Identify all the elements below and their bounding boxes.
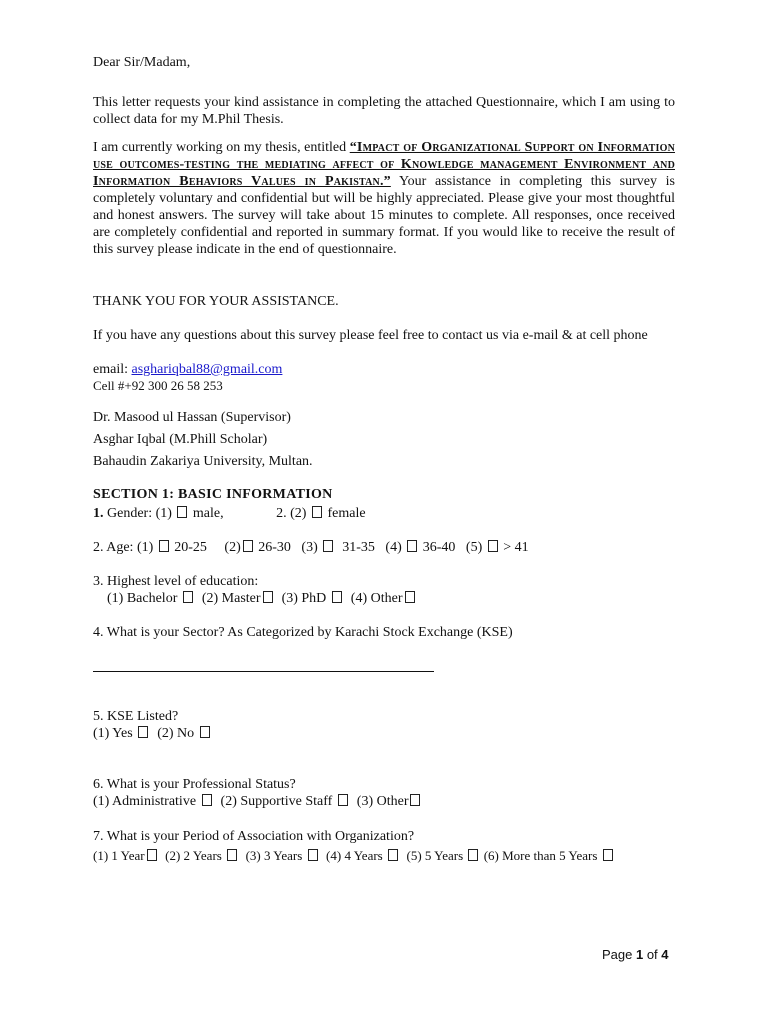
checkbox-no[interactable] [200,726,210,738]
question-professional-status [93,793,675,810]
q5-opt2: (2) No [150,726,198,741]
q7-label: 7. What is your Period of Association with Organization? [93,829,415,844]
footer-page-total: 4 [661,947,669,962]
checkbox-age-3[interactable] [323,540,333,552]
question-association-period [93,847,675,864]
checkbox-5-years[interactable] [468,849,478,861]
q1-gap: 2. (2) [223,506,310,521]
q1-number: 1. [93,506,104,521]
q7-opt4: (4) 4 Years [319,848,386,863]
q5-opt1: (1) Yes [93,726,137,741]
q2-opt2: 26-30 (3) [254,540,322,555]
checkbox-other-education[interactable] [405,591,415,603]
contact-line: If you have any questions about this survey please feel free to contact us via e-mail & at cell phone [93,328,648,343]
salutation: Dear Sir/Madam, [93,55,191,70]
q1-opt-female: female [323,506,366,521]
thank-you-line: THANK YOU FOR YOUR ASSISTANCE. [93,294,339,309]
checkbox-4-years[interactable] [388,849,398,861]
question-education [93,590,675,607]
footer-page-word: Page [602,947,636,962]
checkbox-1-year[interactable] [147,849,157,861]
question-age [93,539,675,556]
q3-opt1: (1) Bachelor [93,591,181,606]
checkbox-age-4[interactable] [407,540,417,552]
checkbox-male[interactable] [177,506,187,518]
q2-label: 2. Age: (1) [93,540,157,555]
q6-opt1: (1) Administrative [93,794,200,809]
checkbox-phd[interactable] [332,591,342,603]
checkbox-female[interactable] [312,506,322,518]
footer-of-word: of [643,947,662,962]
checkbox-yes[interactable] [138,726,148,738]
question-gender [93,505,675,522]
q7-opt3: (3) 3 Years [239,848,306,863]
q5-label: 5. KSE Listed? [93,709,179,724]
q6-label: 6. What is your Professional Status? [93,777,296,792]
cell-number: Cell #+92 300 26 58 253 [93,378,223,393]
checkbox-age-5[interactable] [488,540,498,552]
intro-paragraph: This letter requests your kind assistance in completing the attached Questionnaire, which I am using to collect data for my M.Phil Thesis. [93,95,675,127]
signatory-scholar: Asghar Iqbal (M.Phill Scholar) [93,432,268,447]
email-link[interactable]: asghariqbal88@gmail.com [131,362,283,377]
thesis-title: “Impact of Organizational Support on Information use outcomes-testing the mediating affect of Knowledge management Environment and Information Behaviors Values in Pakistan.” [93,140,675,189]
checkbox-other-status[interactable] [410,794,420,806]
question-kse-listed [93,725,675,742]
checkbox-master[interactable] [263,591,273,603]
q3-opt3: (3) PhD [274,591,330,606]
checkbox-age-2[interactable] [243,540,253,552]
q1-opt-male: male, [189,506,224,521]
email-label: email: [93,362,132,377]
q3-opt4: (4) Other [343,591,403,606]
checkbox-3-years[interactable] [308,849,318,861]
thesis-body: Your assistance in completing this survey is completely voluntary and confidential but will be highly appreciated. Please give your most thoughtful and honest answers. The survey will take about 15 minutes to complete. All responses, once received are completely confidential and reported in summary format. If you would like to receive the result of this survey please indicate in the end of questionnaire. [93,174,675,257]
q3-label: 3. Highest level of education: [93,574,259,589]
checkbox-2-years[interactable] [227,849,237,861]
footer-page-number: 1 [635,947,644,962]
q2-opt3: 31-35 (4) [335,540,406,555]
q6-opt2: (2) Supportive Staff [213,794,336,809]
checkbox-administrative[interactable] [202,794,212,806]
q2-opt4: 36-40 (5) [419,540,486,555]
checkbox-bachelor[interactable] [183,591,193,603]
thesis-paragraph [93,139,675,258]
checkbox-age-1[interactable] [159,540,169,552]
q3-opt2: (2) Master [194,591,261,606]
q1-label: Gender: (1) [103,506,176,521]
email-line [93,361,675,378]
q7-opt6: (6) More than 5 Years [480,848,601,863]
page-footer [602,947,669,962]
thesis-prefix: I am currently working on my thesis, entitled [93,140,350,155]
q2-opt1: 20-25 (2) [170,540,241,555]
q2-opt5: > 41 [499,540,529,555]
q7-opt1: (1) 1 Year [93,848,145,863]
signatory-university: Bahaudin Zakariya University, Multan. [93,454,313,469]
checkbox-supportive-staff[interactable] [338,794,348,806]
checkbox-more-than-5-years[interactable] [603,849,613,861]
signatory-supervisor: Dr. Masood ul Hassan (Supervisor) [93,410,291,425]
sector-answer-line[interactable] [93,671,434,672]
q7-opt2: (2) 2 Years [158,848,226,863]
section-heading: SECTION 1: BASIC INFORMATION [93,487,333,502]
q6-opt3: (3) Other [349,794,409,809]
q7-opt5: (5) 5 Years [400,848,467,863]
question-sector: 4. What is your Sector? As Categorized by Karachi Stock Exchange (KSE) [93,625,513,640]
